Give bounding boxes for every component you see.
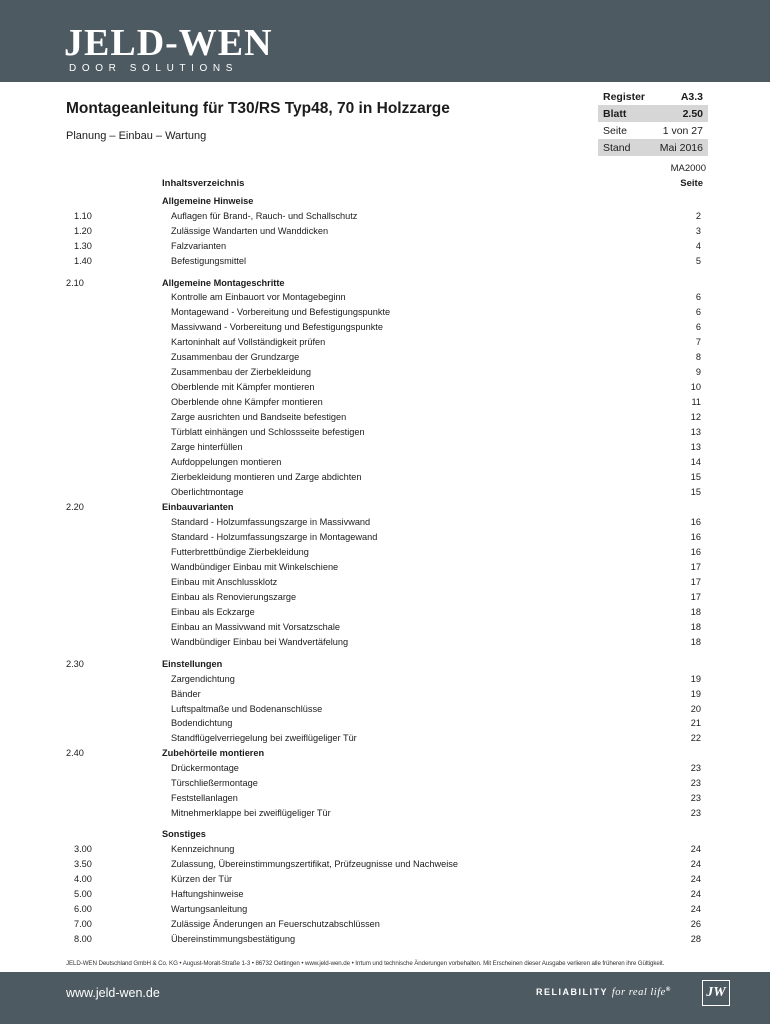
toc-section-row	[0, 746, 770, 760]
toc-entry-row	[0, 902, 770, 916]
footer-band	[0, 972, 770, 1024]
toc-entry-title: Zusammenbau der Zierbekleidung	[171, 367, 311, 377]
toc-entry-row	[0, 575, 770, 589]
toc-page-number: 12	[690, 412, 701, 422]
toc-entry-title: Aufdoppelungen montieren	[171, 457, 282, 467]
toc-page-number: 24	[690, 874, 701, 884]
toc-entry-title: Oberlichtmontage	[171, 487, 244, 497]
toc-entry-row	[0, 440, 770, 454]
toc-page-number: 23	[690, 793, 701, 803]
toc-page-number: 2	[695, 211, 701, 221]
toc-entry-row	[0, 857, 770, 871]
toc-page-number: 23	[690, 808, 701, 818]
toc-page-number: 19	[690, 689, 701, 699]
document-code: MA2000	[670, 163, 706, 174]
meta-label: Stand	[598, 139, 652, 156]
toc-entry-row	[0, 239, 770, 253]
toc-entry-row	[0, 305, 770, 319]
toc-page-number: 23	[690, 763, 701, 773]
toc-entry-row	[0, 635, 770, 649]
toc-page-number: 6	[695, 292, 701, 302]
toc-entry-row	[0, 425, 770, 439]
meta-label: Seite	[598, 122, 652, 139]
toc-entry-row	[0, 380, 770, 394]
toc-entry-row	[0, 590, 770, 604]
toc-page-number: 11	[691, 397, 701, 407]
toc-page-number: 22	[690, 733, 701, 743]
toc-entry-title: Standflügelverriegelung bei zweiflügeliger Tür	[171, 733, 357, 743]
toc-entry-title: Kürzen der Tür	[171, 874, 233, 884]
jeld-wen-logo	[64, 24, 273, 74]
toc-entry-title: Wandbündiger Einbau bei Wandvertäfelung	[171, 637, 349, 647]
toc-entry-row	[0, 290, 770, 304]
toc-page-number: 21	[690, 718, 701, 728]
toc-entry-row	[0, 687, 770, 701]
toc-page-number: 15	[690, 487, 701, 497]
toc-page-number: 24	[690, 904, 701, 914]
toc-entry-title: Feststellanlagen	[171, 793, 238, 803]
toc-number: 2.20	[66, 502, 84, 512]
toc-entry-title: Mitnehmerklappe bei zweiflügeliger Tür	[171, 808, 331, 818]
footer-slogan	[536, 987, 672, 998]
toc-entry-title: Bänder	[171, 689, 201, 699]
toc-entry-title: Zarge ausrichten und Bandseite befestigen	[171, 412, 347, 422]
toc-section-title: Allgemeine Montageschritte	[162, 278, 285, 288]
toc-entry-row	[0, 917, 770, 931]
toc-number: 4.00	[74, 874, 92, 884]
jw-badge-logo: JW	[702, 980, 730, 1006]
toc-entry-row	[0, 672, 770, 686]
toc-entry-title: Zulassung, Übereinstimmungszertifikat, Prüfzeugnisse und Nachweise	[171, 859, 458, 869]
toc-page-number: 19	[690, 674, 701, 684]
toc-page-number: 20	[690, 704, 701, 714]
toc-entry-row	[0, 530, 770, 544]
toc-entry-row	[0, 791, 770, 805]
toc-number: 2.40	[66, 748, 84, 758]
toc-page-number: 8	[695, 352, 701, 362]
slogan-for-real-life: for real life	[611, 987, 666, 998]
document-meta-table	[598, 88, 708, 156]
toc-section-title: Einstellungen	[162, 659, 223, 669]
toc-page-number: 17	[690, 592, 701, 602]
meta-row-stand	[598, 139, 708, 156]
toc-entry-row	[0, 350, 770, 364]
toc-entry-row	[0, 887, 770, 901]
toc-page-number: 18	[690, 622, 701, 632]
toc-page-number: 10	[690, 382, 701, 392]
toc-entry-title: Einbau mit Anschlussklotz	[171, 577, 278, 587]
toc-entry-title: Einbau als Eckzarge	[171, 607, 255, 617]
toc-entry-title: Standard - Holzumfassungszarge in Massivwand	[171, 517, 371, 527]
toc-page-number: 24	[690, 859, 701, 869]
toc-entry-row	[0, 620, 770, 634]
toc-page-number: 9	[695, 367, 701, 377]
toc-entry-row	[0, 365, 770, 379]
registered-mark: ®	[665, 987, 672, 993]
toc-number: 6.00	[74, 904, 92, 914]
toc-entry-row	[0, 470, 770, 484]
document-title: Montageanleitung für T30/RS Typ48, 70 in Holzzarge	[66, 100, 450, 117]
toc-number: 1.20	[74, 226, 92, 236]
toc-page-number: 4	[695, 241, 701, 251]
toc-section-title: Einbauvarianten	[162, 502, 234, 512]
toc-entry-title: Einbau an Massivwand mit Vorsatzschale	[171, 622, 341, 632]
toc-page-number: 24	[690, 889, 701, 899]
toc-number: 1.10	[74, 211, 92, 221]
toc-entry-title: Zusammenbau der Grundzarge	[171, 352, 300, 362]
toc-page-number: 5	[695, 256, 701, 266]
toc-section-row	[0, 194, 770, 208]
toc-entry-title: Haftungshinweise	[171, 889, 244, 899]
meta-value: Mai 2016	[652, 139, 708, 156]
document-subtitle: Planung – Einbau – Wartung	[66, 130, 207, 142]
toc-number: 1.30	[74, 241, 92, 251]
toc-entry-title: Futterbrettbündige Zierbekleidung	[171, 547, 309, 557]
toc-entry-title: Türschließermontage	[171, 778, 258, 788]
toc-entry-row	[0, 605, 770, 619]
meta-row-seite	[598, 122, 708, 139]
toc-entry-title: Zulässige Änderungen an Feuerschutzabschlüssen	[171, 919, 380, 929]
slogan-reliability: RELIABILITY	[536, 987, 608, 997]
toc-number: 7.00	[74, 919, 92, 929]
toc-entry-row	[0, 842, 770, 856]
toc-entry-row	[0, 560, 770, 574]
toc-entry-row	[0, 335, 770, 349]
toc-entry-title: Zargendichtung	[171, 674, 235, 684]
toc-page-number: 18	[690, 637, 701, 647]
toc-entry-title: Luftspaltmaße und Bodenanschlüsse	[171, 704, 323, 714]
toc-number: 3.00	[74, 844, 92, 854]
toc-entry-title: Einbau als Renovierungszarge	[171, 592, 297, 602]
toc-section-row	[0, 657, 770, 671]
header-band	[0, 0, 770, 82]
toc-entry-title: Massivwand - Vorbereitung und Befestigungspunkte	[171, 322, 383, 332]
toc-number: 5.00	[74, 889, 92, 899]
toc-page-number: 13	[690, 442, 701, 452]
toc-entry-title: Standard - Holzumfassungszarge in Montagewand	[171, 532, 378, 542]
toc-entry-title: Kontrolle am Einbauort vor Montagebeginn	[171, 292, 346, 302]
toc-number: 2.10	[66, 278, 84, 288]
toc-entry-row	[0, 806, 770, 820]
meta-value: 1 von 27	[652, 122, 708, 139]
toc-entry-title: Kennzeichnung	[171, 844, 235, 854]
logo-tagline: DOOR SOLUTIONS	[69, 63, 238, 74]
toc-entry-title: Wartungsanleitung	[171, 904, 248, 914]
meta-value: 2.50	[652, 105, 708, 122]
toc-entry-title: Drückermontage	[171, 763, 239, 773]
footer-website-link[interactable]: www.jeld-wen.de	[66, 986, 160, 1000]
meta-row-blatt	[598, 105, 708, 122]
toc-entry-title: Zulässige Wandarten und Wanddicken	[171, 226, 329, 236]
toc-page-number: 13	[690, 427, 701, 437]
toc-entry-title: Oberblende ohne Kämpfer montieren	[171, 397, 323, 407]
toc-page-number: 18	[690, 607, 701, 617]
toc-entry-title: Zarge hinterfüllen	[171, 442, 243, 452]
toc-entry-row	[0, 731, 770, 745]
toc-entry-row	[0, 485, 770, 499]
toc-entry-row	[0, 410, 770, 424]
toc-page-number: 28	[690, 934, 701, 944]
toc-section-row	[0, 827, 770, 841]
toc-section-row	[0, 500, 770, 514]
meta-row-register	[598, 88, 708, 105]
toc-page-number: 16	[690, 532, 701, 542]
toc-section-title: Sonstiges	[162, 829, 206, 839]
toc-page-number: 14	[690, 457, 701, 467]
toc-entry-title: Übereinstimmungsbestätigung	[171, 934, 296, 944]
logo-wordmark: JELD-WEN	[64, 22, 273, 64]
toc-entry-row	[0, 932, 770, 946]
toc-entry-row	[0, 395, 770, 409]
toc-page-number: 15	[690, 472, 701, 482]
toc-page-number: 26	[690, 919, 701, 929]
toc-page-number: 6	[695, 307, 701, 317]
toc-page-number: 23	[690, 778, 701, 788]
toc-entry-title: Kartoninhalt auf Vollständigkeit prüfen	[171, 337, 326, 347]
toc-entry-title: Wandbündiger Einbau mit Winkelschiene	[171, 562, 339, 572]
toc-entry-title: Montagewand - Vorbereitung und Befestigungspunkte	[171, 307, 391, 317]
toc-entry-row	[0, 716, 770, 730]
meta-value: A3.3	[652, 88, 708, 105]
toc-entry-row	[0, 224, 770, 238]
toc-section-title: Zubehörteile montieren	[162, 748, 265, 758]
toc-page-number: 6	[695, 322, 701, 332]
toc-entry-row	[0, 209, 770, 223]
toc-number: 3.50	[74, 859, 92, 869]
toc-section-row	[0, 276, 770, 290]
toc-page-number: 24	[690, 844, 701, 854]
toc-entry-title: Oberblende mit Kämpfer montieren	[171, 382, 315, 392]
toc-entry-title: Bodendichtung	[171, 718, 233, 728]
toc-entry-row	[0, 761, 770, 775]
toc-entry-title: Zierbekleidung montieren und Zarge abdichten	[171, 472, 362, 482]
toc-entry-row	[0, 254, 770, 268]
toc-entry-title: Auflagen für Brand-, Rauch- und Schallschutz	[171, 211, 358, 221]
toc-number: 2.30	[66, 659, 84, 669]
toc-entry-title: Befestigungsmittel	[171, 256, 247, 266]
toc-entry-row	[0, 455, 770, 469]
toc-page-number: 16	[690, 547, 701, 557]
toc-page-number: 3	[695, 226, 701, 236]
toc-page-heading: Seite	[680, 178, 703, 189]
toc-entry-row	[0, 872, 770, 886]
meta-label: Blatt	[598, 105, 652, 122]
toc-number: 8.00	[74, 934, 92, 944]
toc-entry-row	[0, 545, 770, 559]
toc-page-number: 7	[695, 337, 701, 347]
toc-page-number: 17	[690, 577, 701, 587]
toc-entry-row	[0, 515, 770, 529]
toc-entry-row	[0, 320, 770, 334]
toc-section-title: Allgemeine Hinweise	[162, 196, 254, 206]
toc-entry-title: Falzvarianten	[171, 241, 227, 251]
toc-number: 1.40	[74, 256, 92, 266]
toc-entry-title: Türblatt einhängen und Schlossseite befestigen	[171, 427, 365, 437]
toc-page-number: 16	[690, 517, 701, 527]
meta-label: Register	[598, 88, 652, 105]
toc-page-number: 17	[690, 562, 701, 572]
toc-entry-row	[0, 776, 770, 790]
footer-legal-note: JELD-WEN Deutschland GmbH & Co. KG • August-Moralt-Straße 1-3 • 86732 Oettingen • www.jeld-wen.de • Irrtum und technische Änderungen vorbehalten. Mit Erscheinen dieser Ausgabe verlieren alle früheren ihre Gültigkeit.	[66, 960, 665, 967]
toc-heading: Inhaltsverzeichnis	[162, 178, 245, 189]
toc-entry-row	[0, 702, 770, 716]
